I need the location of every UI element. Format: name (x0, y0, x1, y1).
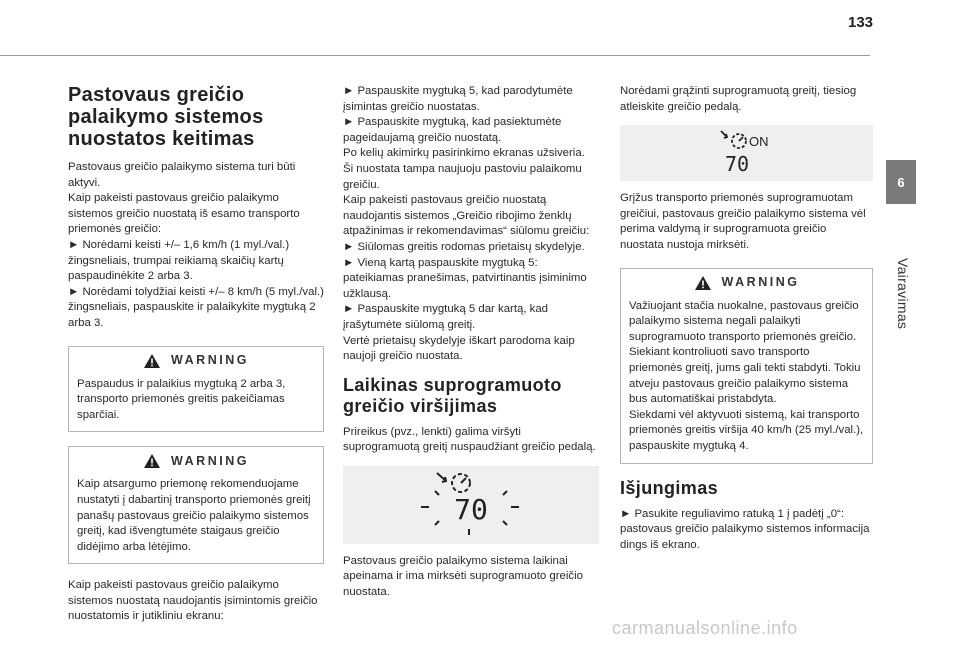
column-1 (68, 84, 324, 625)
bullet-item: ► Norėdami tolydžiai keisti +/– 8 km/h (5 myl./val.) žingsneliais, paspauskite ir palaikykite mygtuką 2 arba 3. (68, 285, 324, 329)
warning-line: Siekdami vėl aktyvuoti sistemą, kai transporto priemonės greitis viršija 40 km/h (25 myl./val.), paspauskite mygtuką 4. (629, 408, 864, 452)
section-title: Pastovaus greičio palaikymo sistemos nuostatos keitimas (68, 84, 264, 150)
page-number: 133 (848, 14, 874, 31)
figure-on-label: ON (748, 134, 768, 150)
header-rule (0, 55, 870, 56)
column-2 (343, 84, 599, 601)
bullet-item: ► Norėdami keisti +/– 1,6 km/h (1 myl./val.) žingsneliais, trumpai reikiamą skaičių kartų paspaudinėkite 2 arba 3. (68, 238, 290, 283)
warning-text: Kaip atsargumo priemonę rekomenduojame nustatyti į dabartinį transporto priemonės greitį panašų pastovaus greičio palaikymo sistemos greitį, kad išvengtumėte staigaus greičio didėjimo arba lėtėjimo. (77, 478, 311, 553)
bullet-item: ► Vieną kartą paspauskite mygtuką 5: pateikiamas pranešimas, patvirtinantis įsiminimo užklausą. (343, 256, 587, 300)
bullet-item: ► Pasukite reguliavimo ratuką 1 į padėtį „0“: pastovaus greičio palaikymo sistemos informacija dings iš ekrano. (620, 507, 870, 551)
section-heading: Laikinas suprogramuoto greičio viršijimas (343, 374, 562, 416)
warning-title: WARNING (171, 352, 249, 367)
watermark: carmanualsonline.info (612, 618, 798, 638)
paragraph: Kaip pakeisti pastovaus greičio palaikymo sistemos nuostatą naudojantis įsimintomis greičio nuostatomis ir jutikliniu ekranu: (68, 579, 318, 623)
paragraph: Po kelių akimirkų pasirinkimo ekranas užsiveria. (343, 147, 585, 160)
paragraph: Kaip pakeisti pastovaus greičio nuostatą naudojantis sistemos „Greičio ribojimo ženklų atpažinimas ir rekomendavimas“ siūlomu greičiu: (343, 194, 590, 238)
section-heading: Išjungimas (620, 477, 719, 498)
cruise-resume-figure (620, 125, 873, 181)
bullet-item: ► Paspauskite mygtuką 5, kad parodytumėte įsimintas greičio nuostatas. (343, 85, 573, 113)
paragraph: Ši nuostata tampa naujuoju pastoviu palaikomu greičiu. (343, 162, 582, 191)
cruise-flash-figure (343, 466, 599, 544)
paragraph: Kaip pakeisti pastovaus greičio palaikymo sistemos greičio nuostatą iš esamo transporto priemonės greičio: (68, 192, 300, 236)
warning-triangle-icon (143, 453, 161, 469)
figure-digits: 70 (724, 152, 749, 177)
warning-title: WARNING (171, 453, 249, 468)
warning-triangle-icon (694, 275, 712, 291)
column-3 (620, 84, 873, 553)
paragraph: Pastovaus greičio palaikymo sistema turi būti aktyvi. (68, 161, 296, 189)
bullet-item: ► Paspauskite mygtuką 5 dar kartą, kad įrašytumėte siūlomą greitį. (343, 303, 549, 331)
warning-text: Paspaudus ir palaikius mygtuką 2 arba 3, transporto priemonės greitis pakeičiamas sparčiai. (77, 377, 286, 421)
paragraph: Prireikus (pvz., lenkti) galima viršyti suprogramuotą greitį nuspaudžiant greičio pedalą. (343, 425, 596, 454)
warning-box (620, 268, 873, 464)
chapter-label: Vairavimas (895, 258, 911, 330)
bullet-item: ► Paspauskite mygtuką, kad pasiektumėte pageidaujamą greičio nuostatą. (343, 116, 562, 144)
warning-box (68, 346, 324, 433)
chapter-tab[interactable]: 6 (886, 160, 916, 204)
warning-line: Važiuojant stačia nuokalne, pastovaus greičio palaikymo sistema negali palaikyti suprogramuoto transporto priemonės greičio. (629, 299, 859, 343)
bullet-item: ► Siūlomas greitis rodomas prietaisų skydelyje. (343, 240, 585, 253)
paragraph: Vertė prietaisų skydelyje iškart parodoma kaip naujoji greičio nuostata. (343, 334, 575, 363)
paragraph: Norėdami grąžinti suprogramuotą greitį, tiesiog atleiskite greičio pedalą. (620, 85, 857, 113)
warning-box (68, 446, 324, 564)
warning-triangle-icon (143, 353, 161, 369)
warning-line: Siekiant kontroliuoti savo transporto priemonės greitį, jums gali tekti stabdyti. Tokiu atveju pastovaus greičio palaikymo sistema bus automatiškai pristabdyta. (629, 346, 861, 406)
figure-caption: Pastovaus greičio palaikymo sistema laikinai apeinama ir ima mirksėti suprogramuoto greičio nuostata. (343, 554, 583, 599)
warning-text (621, 297, 872, 463)
cruise-control-on-icon (707, 129, 787, 177)
figure-digits: 70 (454, 492, 488, 526)
warning-title: WARNING (721, 274, 800, 289)
cruise-control-flashing-icon (411, 469, 531, 541)
paragraph: Grįžus transporto priemonės suprogramuotam greičiui, pastovaus greičio palaikymo sistema vėl perima valdymą ir suprogramuota greičio nuostata nustoja mirksėti. (620, 192, 866, 251)
